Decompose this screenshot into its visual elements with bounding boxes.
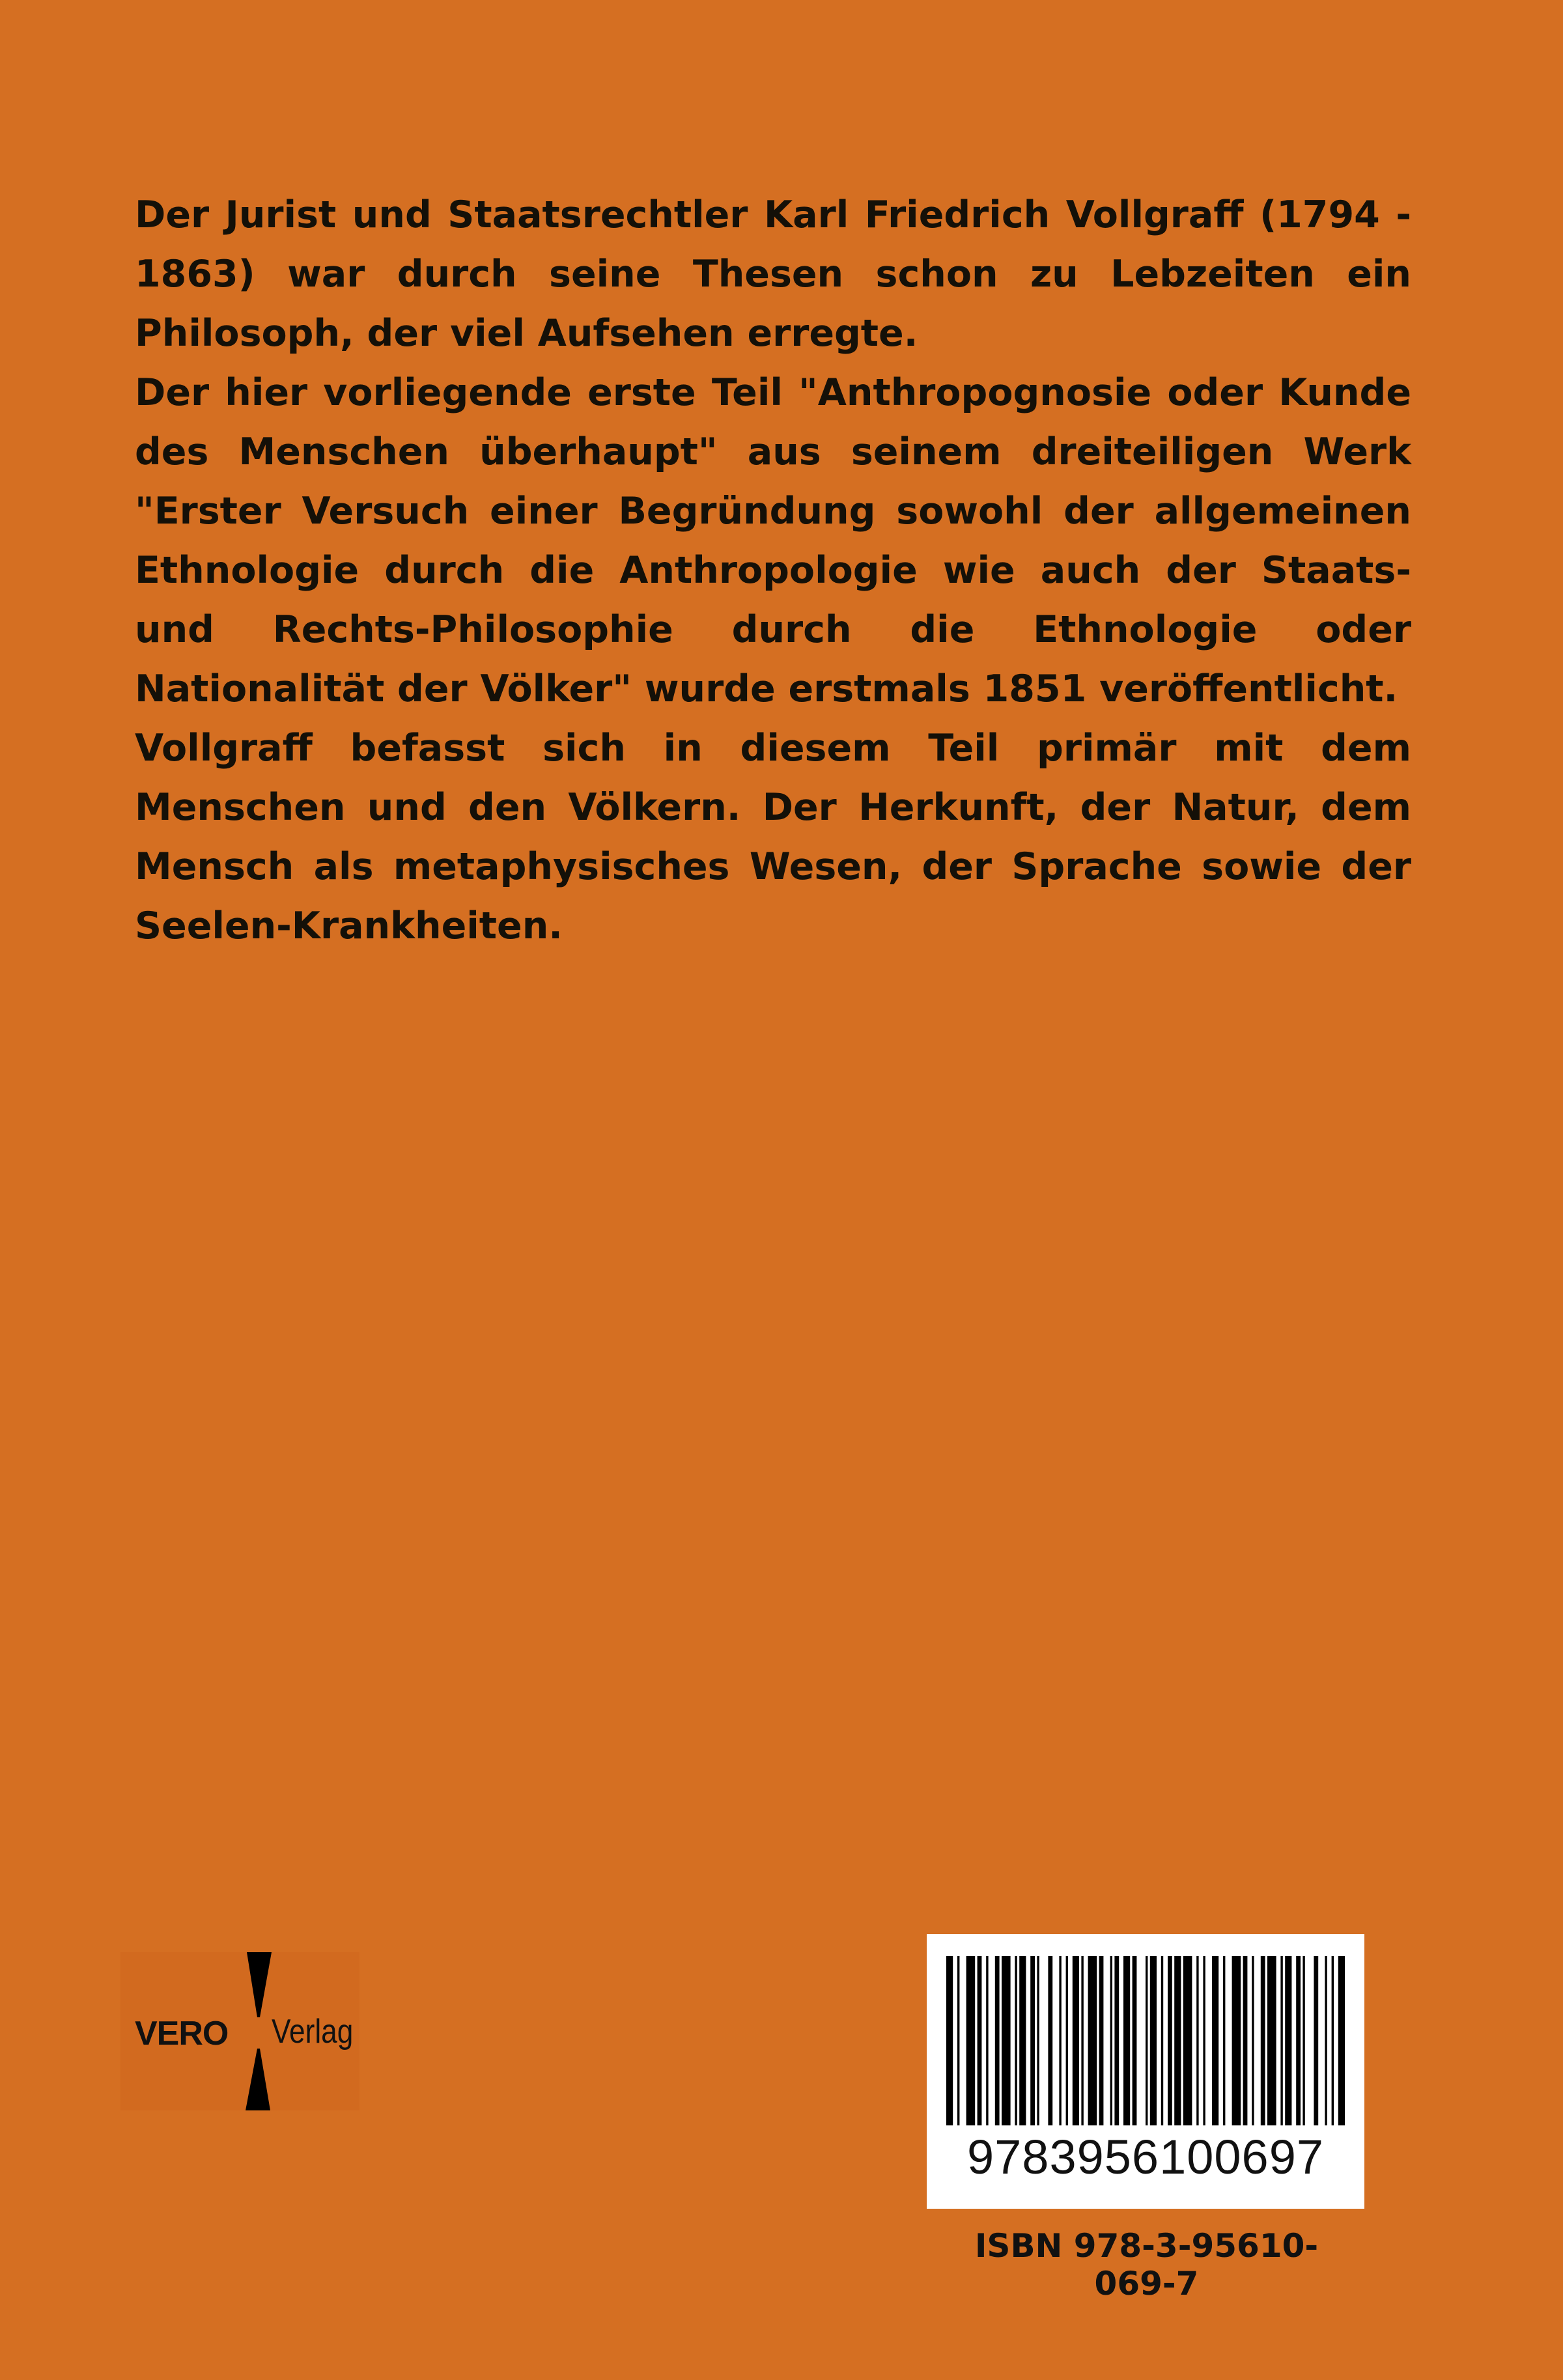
barcode-bar <box>1059 1956 1061 2125</box>
barcode-bar <box>978 1956 982 2125</box>
barcode-bar <box>986 1956 988 2125</box>
barcode-number: 9783956100697 <box>966 2130 1325 2184</box>
barcode-bar <box>1073 1956 1079 2125</box>
barcode-bar <box>1099 1956 1104 2125</box>
barcode-bar <box>1161 1956 1163 2125</box>
barcode-bar <box>1037 1956 1039 2125</box>
barcode-bar <box>1002 1956 1011 2125</box>
barcode-bar <box>1280 1956 1282 2125</box>
barcode-bar <box>1030 1956 1035 2125</box>
isbn-label: ISBN 978-3-95610-069-7 <box>974 2227 1319 2303</box>
barcode <box>927 1934 1364 2209</box>
barcode-bar <box>1302 1956 1304 2125</box>
barcode-bar <box>1296 1956 1301 2125</box>
publisher-logo <box>120 1952 359 2110</box>
barcode-bar <box>1196 1956 1198 2125</box>
barcode-bar <box>1174 1956 1181 2125</box>
barcode-bar <box>1048 1956 1052 2125</box>
barcode-bar <box>995 1956 1000 2125</box>
barcode-bar <box>1110 1956 1112 2125</box>
barcode-bar <box>1150 1956 1157 2125</box>
barcode-bar <box>1261 1956 1265 2125</box>
back-cover-description <box>135 186 1411 956</box>
barcode-bar <box>957 1956 959 2125</box>
description-paragraph-1: Der Jurist und Staatsrechtler Karl Friedrich Vollgraff (1794 - 1863) war durch seine Thesen schon zu Lebzeiten ein Philosoph, der viel Aufsehen erregte. <box>135 193 1411 355</box>
barcode-bar <box>1314 1956 1318 2125</box>
barcode-bar <box>1183 1956 1192 2125</box>
barcode-bar <box>1088 1956 1097 2125</box>
description-paragraph-3: Vollgraff befasst sich in diesem Teil primär mit dem Menschen und den Völkern. Der Herkunft, der Natur, dem Mensch als metaphysisches Wesen, der Sprache sowie der Seelen-Krankheiten. <box>135 727 1411 947</box>
barcode-bar <box>1338 1956 1345 2125</box>
barcode-bar <box>1066 1956 1068 2125</box>
barcode-bar <box>1232 1956 1241 2125</box>
barcode-bar <box>966 1956 976 2125</box>
barcode-bar <box>1252 1956 1254 2125</box>
barcode-bar <box>1243 1956 1248 2125</box>
barcode-bar <box>1203 1956 1205 2125</box>
description-paragraph-2: Der hier vorliegende erste Teil "Anthropognosie oder Kunde des Menschen überhaupt" aus seinem dreiteiligen Werk "Erster Versuch einer Begründung sowohl der allgemeinen Ethnologie durch die Anthropologie wie auch der Staats- und Rechts-Philosophie durch die Ethnologie oder Nationalität der Völker" wurde erstmals 1851 veröffentlicht. <box>135 371 1411 710</box>
logo-word: Verlag <box>272 2013 354 2051</box>
barcode-bar <box>1081 1956 1083 2125</box>
barcode-bars <box>946 1956 1345 2125</box>
barcode-bar <box>1114 1956 1119 2125</box>
barcode-bar <box>1332 1956 1334 2125</box>
barcode-bar <box>946 1956 953 2125</box>
barcode-bar <box>1325 1956 1327 2125</box>
barcode-bar <box>1019 1956 1026 2125</box>
barcode-bar <box>1133 1956 1137 2125</box>
barcode-bar <box>1285 1956 1291 2125</box>
barcode-bar <box>1223 1956 1225 2125</box>
barcode-bar <box>1123 1956 1130 2125</box>
logo-brand: VERO <box>135 2015 229 2052</box>
barcode-bar <box>1146 1956 1148 2125</box>
barcode-bar <box>1212 1956 1218 2125</box>
barcode-bar <box>1015 1956 1017 2125</box>
barcode-bar <box>1267 1956 1276 2125</box>
barcode-bar <box>1168 1956 1172 2125</box>
